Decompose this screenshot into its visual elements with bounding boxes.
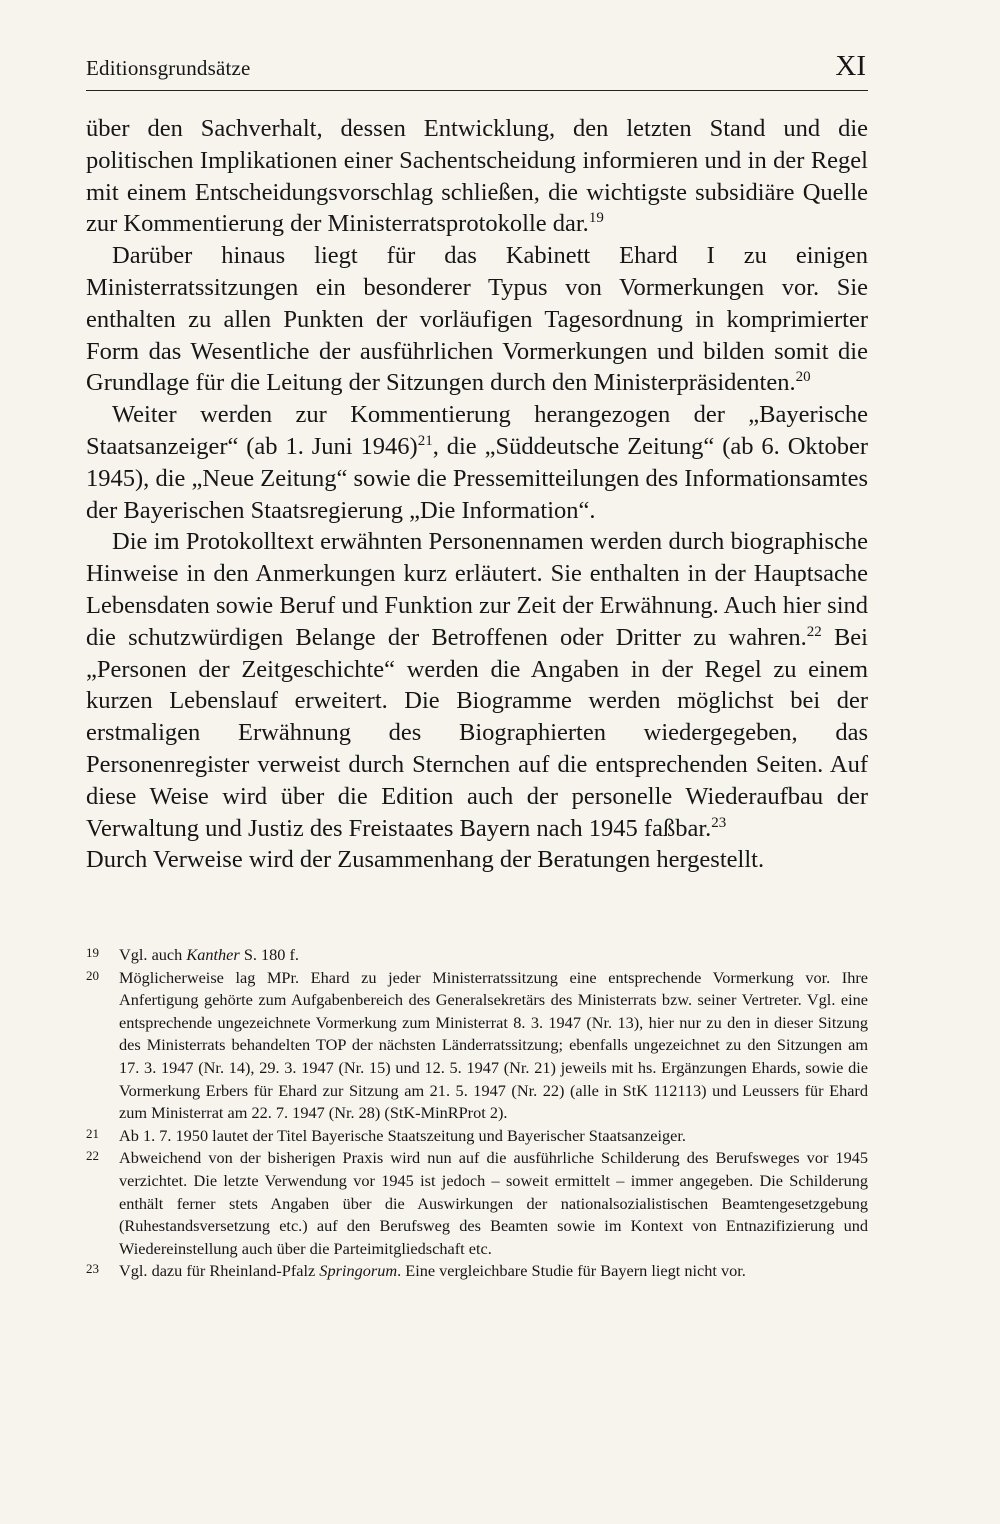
footnote-text: Vgl. auch (119, 945, 187, 964)
footnote-author: Springorum (319, 1261, 398, 1281)
running-header (86, 50, 868, 91)
footnote (86, 967, 868, 1125)
main-text (86, 113, 868, 876)
footnote-number: 20 (86, 967, 99, 983)
page-number: XI (835, 50, 866, 82)
paragraph (86, 240, 868, 399)
paragraph-text: Die im Protokolltext erwähnten Personennamen werden durch biographische Hinweise in den Anmerkungen kurz erläutert. Sie enthalten in der Hauptsache Lebensdaten sowie Beruf und Funktion zur Zeit der Erwähnung. Auch hier sind die schutzwürdigen Belange der Betroffenen oder Dritter zu wahren. (86, 528, 868, 651)
footnote-author: Kanther (186, 945, 240, 964)
footnote (86, 1147, 868, 1260)
paragraph-text: über den Sachverhalt, dessen Entwicklung, den letzten Stand und die politischen Implikationen einer Sachentscheidung informieren und in der Regel mit einem Entscheidungsvorschlag schließen, die wichtigste subsidiäre Quelle zur Kommentierung der Ministerratsprotokolle dar. (86, 115, 868, 238)
footnote-text: Ab 1. 7. 1950 lautet der Titel Bayerische Staatszeitung und Bayerischer Staatsanzeiger. (119, 1125, 686, 1145)
footnote-text: Vgl. dazu für Rheinland-Pfalz (119, 1261, 320, 1281)
footnote-number: 22 (86, 1148, 99, 1164)
paragraph-text: Darüber hinaus liegt für das Kabinett Ehard I zu einigen Ministerratssitzungen ein besonderer Typus von Vormerkungen vor. Sie enthalten zu allen Punkten der vorläufigen Tagesordnung in komprimierter Form das Wesentliche der ausführlichen Vormerkungen und bilden somit die Grundlage für die Leitung der Sitzungen durch den Ministerpräsidenten. (86, 242, 868, 397)
footnote-ref[interactable]: 23 (711, 814, 727, 831)
footnote (86, 944, 868, 967)
footnote-text: . Eine vergleichbare Studie für Bayern liegt nicht vor. (397, 1261, 746, 1281)
footnote-number: 23 (86, 1261, 99, 1277)
footnotes (86, 944, 868, 1283)
footnote (86, 1125, 868, 1148)
footnote-ref[interactable]: 22 (806, 623, 822, 640)
footnote-ref[interactable]: 19 (588, 210, 604, 227)
paragraph-text: Bei „Personen der Zeitgeschichte“ werden die Angaben in der Regel zu einem kurzen Lebenslauf erweitert. Die Biogramme werden möglichst bei der erstmaligen Erwähnung des Biographierten wiedergegeben, das Personenregister verweist durch Sternchen auf die entsprechenden Seiten. Auf diese Weise wird über die Edition auch der personelle Wiederaufbau der Verwaltung und Justiz des Freistaates Bayern nach 1945 faßbar. (86, 623, 868, 842)
footnote (86, 1260, 868, 1283)
footnote-text: Abweichend von der bisherigen Praxis wird nun auf die ausführliche Schilderung des Berufsweges vor 1945 verzichtet. Die letzte Verwendung vor 1945 ist jedoch – soweit ermittelt – immer angegeben. Die Schilderung enthält ferner stets Angaben über die Auswirkungen der nationalsozialistischen Beamtengesetzgebung (Ruhestandsversetzung etc.) auf den Berufsweg des Beamten sowie im Kontext von Entnazifizierung und Wiedereinstellung auch über die Parteimitgliedschaft etc. (119, 1148, 868, 1258)
paragraph (86, 844, 868, 876)
paragraph (86, 113, 868, 240)
section-title: Editionsgrundsätze (86, 56, 251, 80)
footnote-number: 19 (86, 945, 99, 960)
footnote-text: Möglicherweise lag MPr. Ehard zu jeder Ministerratssitzung eine entsprechende Vormerkung vor. Ihre Anfertigung gehörte zum Aufgabenbereich des Generalsekretärs des Ministerrats bzw. seiner Vertreter. Vgl. eine entsprechende ungezeichnete Vormerkung zum Ministerrat 8. 3. 1947 (Nr. 13), hier nur zu den in dieser Sitzung des Ministerrats behandelten TOP der nächsten Länderratssitzung; ebenfalls ungezeichnet zu den Sitzungen am 17. 3. 1947 (Nr. 14), 29. 3. 1947 (Nr. 15) und 12. 5. 1947 (Nr. 21) jeweils mit hs. Ergänzungen Ehards, sowie die Vormerkung Erbers für Ehard zur Sitzung am 21. 5. 1947 (Nr. 22) (alle in StK 112113) und Leussers für Ehard zum Ministerrat am 22. 7. 1947 (Nr. 28) (StK-MinRProt 2). (119, 967, 868, 1123)
footnote-number: 21 (86, 1125, 99, 1141)
paragraph-text: Weiter werden zur Kommentierung herangezogen der „Bayerische Staatsanzeiger“ (ab 1. Juni 1946) (86, 401, 868, 460)
paragraph (86, 526, 868, 844)
paragraph (86, 399, 868, 526)
paragraph-text: , die „Süddeutsche Zeitung“ (ab 6. Oktober 1945), die „Neue Zeitung“ sowie die Pressemitteilungen des Informationsamtes der Bayerischen Staatsregierung „Die Information“. (86, 432, 868, 524)
footnote-ref[interactable]: 20 (795, 369, 811, 386)
footnote-ref[interactable]: 21 (417, 432, 433, 449)
footnote-text: S. 180 f. (239, 945, 300, 964)
paragraph-text: Durch Verweise wird der Zusammenhang der Beratungen hergestellt. (86, 846, 765, 874)
